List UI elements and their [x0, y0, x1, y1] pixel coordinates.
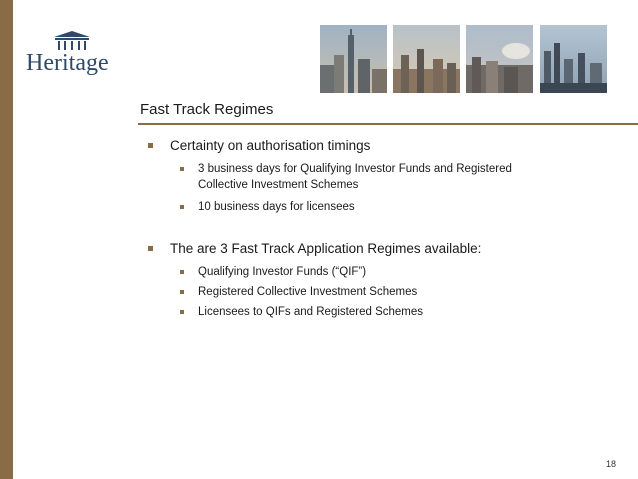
sub-bullet-marker	[180, 205, 184, 209]
heritage-logo	[26, 30, 131, 85]
sub-bullet-marker	[180, 290, 184, 294]
city-photo-3	[466, 25, 533, 93]
sub-bullet-marker	[180, 167, 184, 171]
sub-bullet-text: 3 business days for Qualifying Investor Funds and Registered	[198, 163, 512, 175]
city-photo-2	[393, 25, 460, 93]
title-divider	[138, 123, 638, 125]
slide-title: Fast Track Regimes	[140, 101, 274, 118]
bullet-text: The are 3 Fast Track Application Regimes available:	[170, 241, 482, 256]
bullet-marker	[148, 143, 153, 148]
building-icon	[52, 30, 92, 52]
page-number: 18	[606, 459, 617, 469]
sub-bullet-text: 10 business days for licensees	[198, 201, 355, 213]
city-photo-4	[540, 25, 607, 93]
bullet-text: Certainty on authorisation timings	[170, 138, 371, 153]
left-accent-bar	[0, 0, 13, 479]
sub-bullet-text: Licensees to QIFs and Registered Schemes	[198, 306, 424, 318]
sub-bullet-text: Registered Collective Investment Schemes	[198, 286, 418, 298]
sub-bullet-marker	[180, 270, 184, 274]
sub-bullet-text: Qualifying Investor Funds (“QIF”)	[198, 266, 367, 278]
bullet-marker	[148, 246, 153, 251]
logo-text: Heritage	[26, 50, 109, 76]
sub-bullet-text-continued: Collective Investment Schemes	[198, 179, 359, 191]
city-photo-1	[320, 25, 387, 93]
sub-bullet-marker	[180, 310, 184, 314]
